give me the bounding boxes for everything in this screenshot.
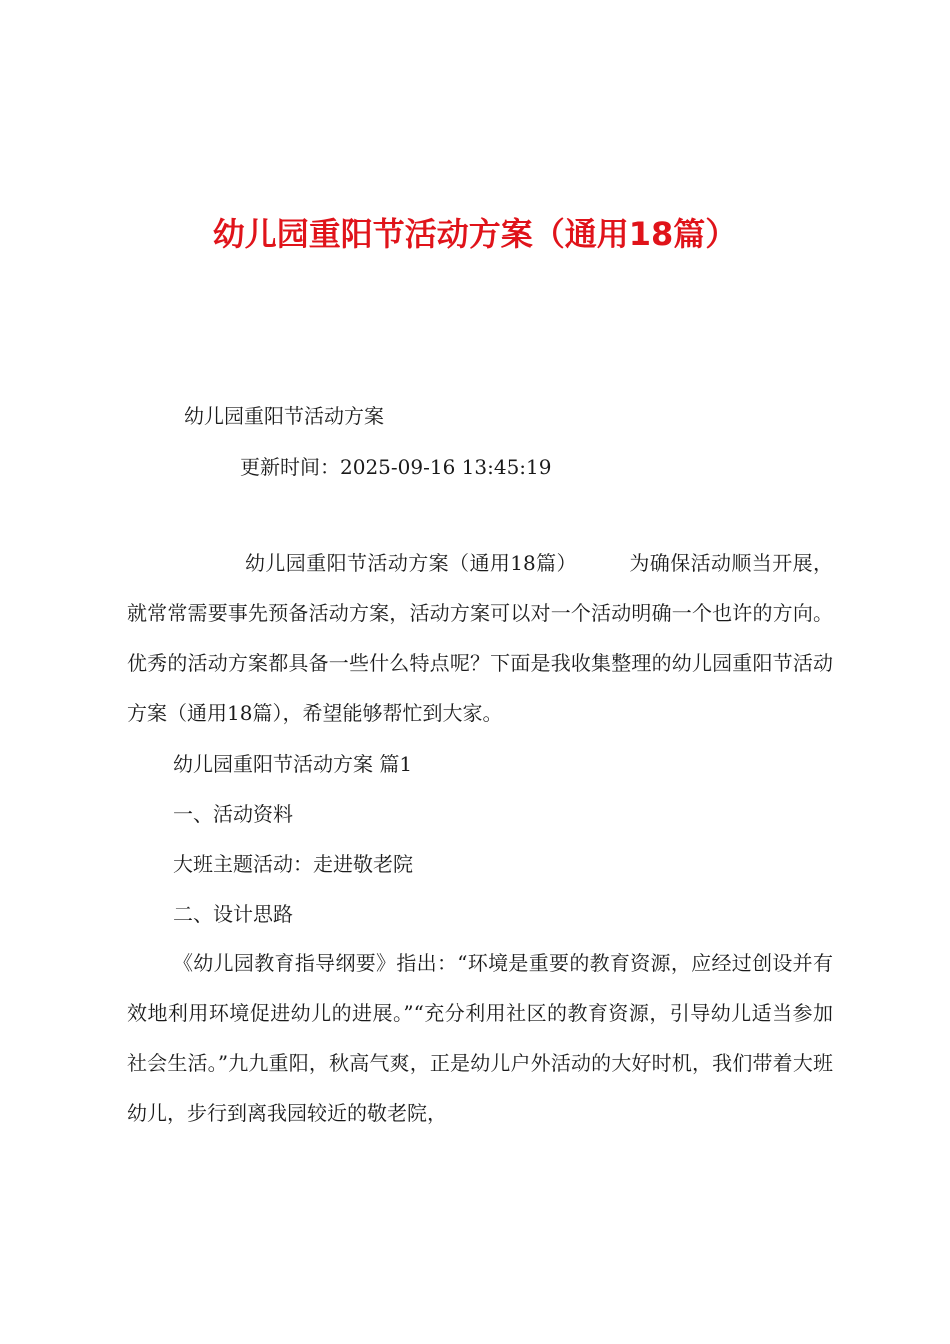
document-title: 幼儿园重阳节活动方案（通用18篇） <box>212 215 738 253</box>
heading-design-idea: 二、设计思路 <box>173 902 293 926</box>
section-title: 幼儿园重阳节活动方案 篇1 <box>173 752 413 776</box>
design-paragraph: 《幼儿园教育指导纲要》指出：“环境是重要的教育资源，应经过创设并有效地利用环境促进幼儿的进展。”“充分利用社区的教育资源，引导幼儿适当参加社会生活。”九九重阳，秋高气爽，正是幼儿户外活动的大好时机，我们带着大班幼儿，步行到离我园较近的敬老院， <box>127 951 833 1125</box>
intro-lead: 幼儿园重阳节活动方案（通用18篇） <box>245 551 577 575</box>
document-subtitle: 幼儿园重阳节活动方案 <box>184 404 384 428</box>
intro-paragraph <box>127 538 833 738</box>
update-time: 更新时间：2025-09-16 13:45:19 <box>240 455 552 479</box>
intro-body: 为确保活动顺当开展，就常常需要事先预备活动方案，活动方案可以对一个活动明确一个也许的方向。优秀的活动方案都具备一些什么特点呢？下面是我收集整理的幼儿园重阳节活动方案（通用18篇），希望能够帮忙到大家。 <box>127 551 834 725</box>
activity-name: 大班主题活动：走进敬老院 <box>173 852 413 876</box>
heading-activity-content: 一、活动资料 <box>173 802 293 826</box>
